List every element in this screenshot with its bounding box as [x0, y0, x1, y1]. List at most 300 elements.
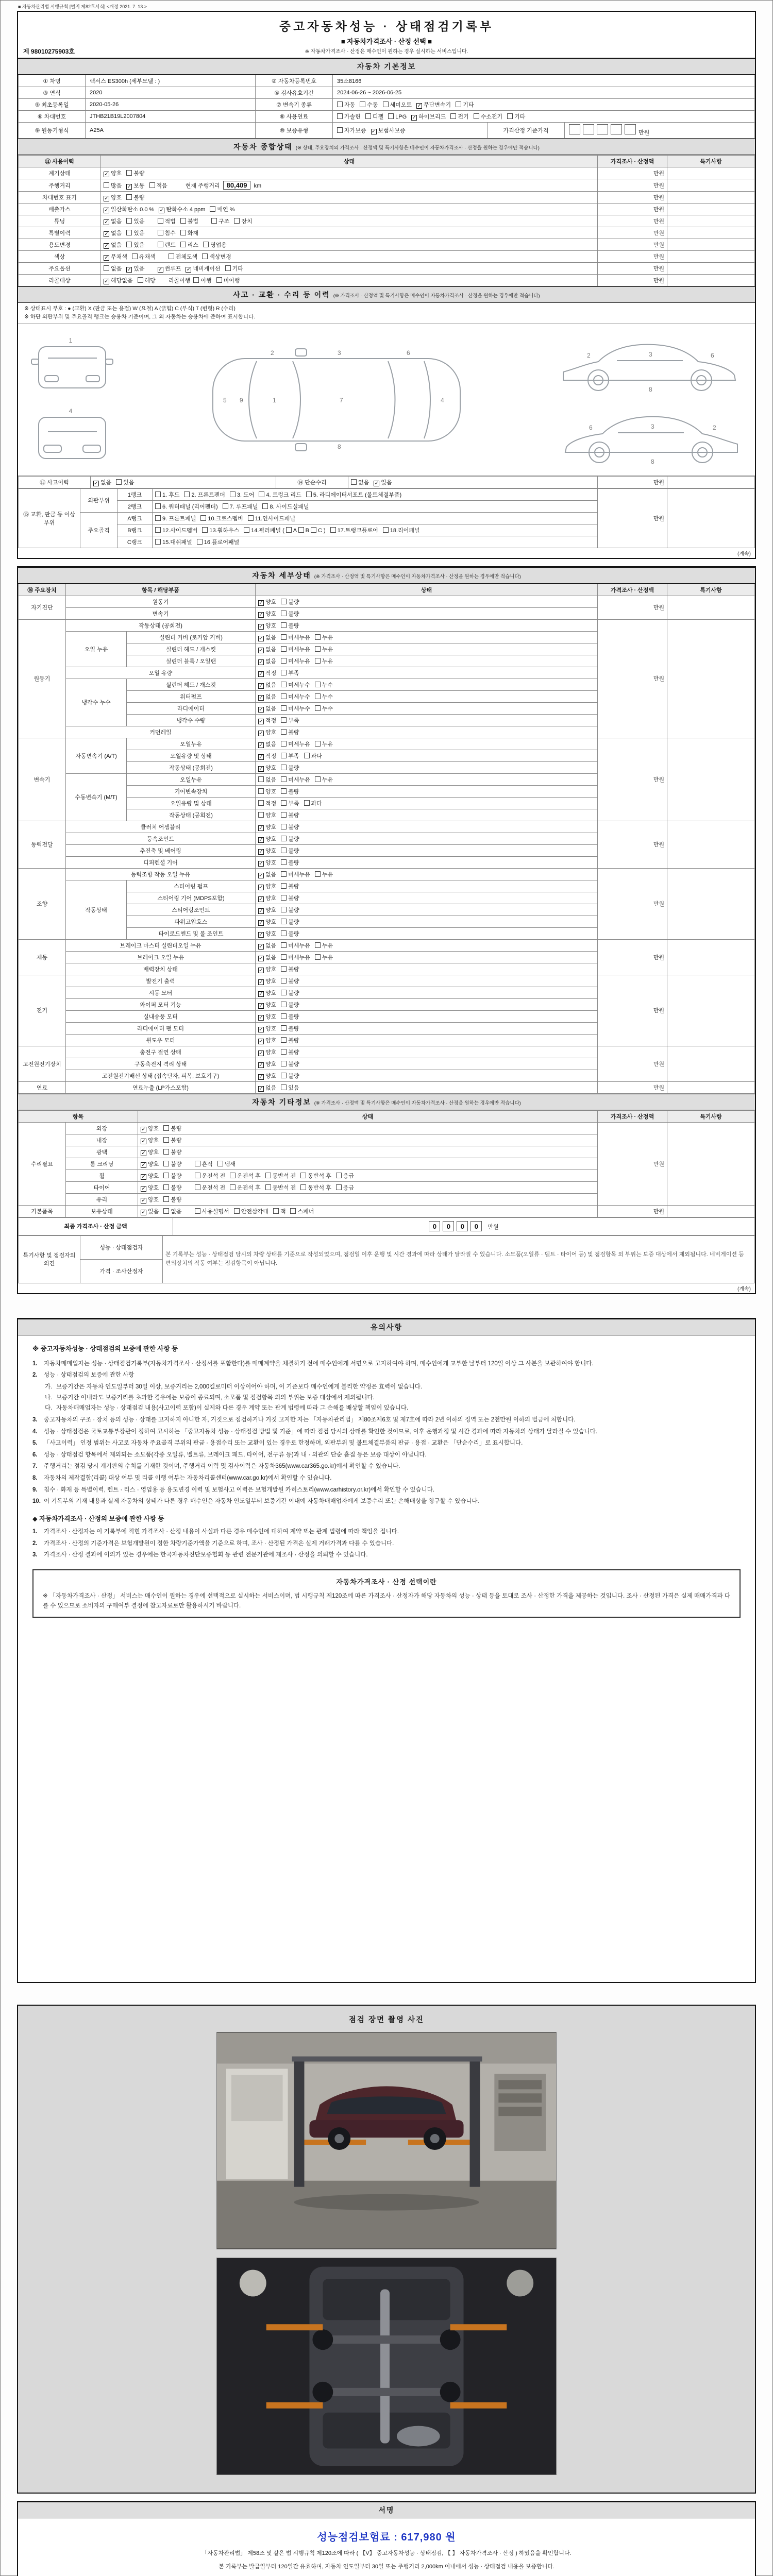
checkbox-icon[interactable]	[281, 741, 287, 747]
option[interactable]: 렌트	[158, 241, 176, 249]
option[interactable]: 디젤	[365, 112, 383, 121]
option[interactable]: 불량	[163, 1160, 181, 1168]
option[interactable]: 불량	[281, 598, 299, 606]
option[interactable]: 자가보증	[337, 126, 366, 134]
checkbox-icon[interactable]	[281, 693, 287, 699]
checkbox-icon[interactable]	[225, 265, 231, 271]
checkbox-icon[interactable]	[281, 717, 287, 723]
option[interactable]: ✓ 양호	[141, 1137, 159, 1144]
checkbox-icon[interactable]	[281, 848, 287, 853]
option[interactable]: ✓ 없음	[259, 705, 277, 713]
checkbox-icon[interactable]	[337, 113, 343, 119]
checkbox-icon[interactable]	[155, 539, 161, 545]
option[interactable]: ✓ 적정	[259, 753, 277, 760]
option[interactable]: 9. 프론트패널	[155, 514, 196, 522]
checkbox-icon[interactable]	[281, 658, 287, 664]
checkbox-icon[interactable]	[281, 919, 287, 924]
option[interactable]: 운전석 후	[230, 1172, 261, 1180]
checkbox-icon[interactable]	[281, 788, 287, 794]
checkbox-icon[interactable]	[202, 253, 208, 259]
checkbox-icon[interactable]	[281, 753, 287, 758]
checkbox-icon[interactable]	[211, 218, 217, 224]
checkbox-icon[interactable]: ✓	[259, 730, 263, 736]
option[interactable]: 있음	[116, 478, 134, 486]
checkbox-icon[interactable]: ✓	[104, 279, 109, 284]
checkbox-icon[interactable]: ✓	[259, 991, 263, 997]
checkbox-icon[interactable]	[281, 646, 287, 652]
checkbox-icon[interactable]: ✓	[259, 967, 263, 973]
option[interactable]: 불량	[281, 811, 299, 819]
option[interactable]: ✓ 양호	[259, 599, 277, 606]
option[interactable]: 동반석 후	[300, 1172, 331, 1180]
option[interactable]: ✓ 양호	[259, 611, 277, 618]
checkbox-icon[interactable]	[126, 218, 132, 224]
option[interactable]: 운전석 전	[195, 1183, 226, 1192]
checkbox-icon[interactable]: ✓	[259, 1026, 263, 1032]
option[interactable]: 불량	[163, 1195, 181, 1204]
option[interactable]: ✓ 해당없음	[104, 278, 133, 284]
checkbox-icon[interactable]	[259, 492, 264, 497]
option[interactable]: 누유	[315, 941, 333, 950]
checkbox-icon[interactable]	[281, 1025, 287, 1031]
option[interactable]: 해당	[138, 276, 156, 284]
option[interactable]: ✓ 양호	[259, 919, 277, 926]
checkbox-icon[interactable]	[507, 113, 513, 119]
option[interactable]: 16.플로어패널	[197, 538, 239, 546]
checkbox-icon[interactable]: ✓	[259, 1038, 263, 1044]
option[interactable]: 누수	[315, 704, 333, 713]
checkbox-icon[interactable]	[180, 230, 186, 235]
checkbox-icon[interactable]	[197, 539, 203, 545]
checkbox-icon[interactable]: ✓	[259, 647, 263, 653]
option[interactable]: 부족	[281, 669, 299, 677]
option[interactable]: 미세누유	[281, 657, 310, 665]
option[interactable]: 불량	[281, 977, 299, 985]
option[interactable]: 리스	[180, 241, 198, 249]
checkbox-icon[interactable]: ✓	[104, 255, 109, 261]
option[interactable]: 14.필러패널 ( A B C )	[244, 526, 325, 534]
option[interactable]: ✓ 양호	[259, 930, 277, 938]
checkbox-icon[interactable]: ✓	[104, 219, 109, 225]
option[interactable]: 5. 라디에이터서포트 (볼트체결부품)	[306, 490, 401, 499]
option[interactable]: 불량	[281, 1060, 299, 1068]
option[interactable]: ✓ 양호	[104, 195, 122, 201]
checkbox-icon[interactable]	[281, 978, 287, 984]
checkbox-icon[interactable]: ✓	[259, 884, 263, 890]
checkbox-icon[interactable]	[330, 527, 336, 533]
checkbox-icon[interactable]	[195, 1173, 200, 1178]
checkbox-icon[interactable]: ✓	[259, 1014, 263, 1021]
option[interactable]: 11.인사이드패널	[248, 514, 295, 522]
checkbox-icon[interactable]	[281, 1073, 287, 1078]
checkbox-icon[interactable]: ✓	[259, 872, 263, 878]
checkbox-icon[interactable]: ✓	[259, 825, 263, 831]
checkbox-icon[interactable]	[180, 218, 186, 224]
option[interactable]: 불량	[281, 1036, 299, 1044]
option[interactable]: 없음	[351, 478, 369, 486]
checkbox-icon[interactable]	[281, 1084, 287, 1090]
checkbox-icon[interactable]	[336, 1184, 342, 1190]
checkbox-icon[interactable]: ✓	[259, 943, 263, 950]
option[interactable]: ✓ 양호	[259, 1061, 277, 1068]
option[interactable]: ✓ 없음	[259, 1084, 277, 1092]
option[interactable]: ✓ 무단변속기	[417, 102, 451, 109]
option[interactable]: 미세누수	[281, 681, 310, 689]
checkbox-icon[interactable]	[383, 527, 389, 533]
option[interactable]: 불량	[163, 1183, 181, 1192]
checkbox-icon[interactable]	[315, 741, 321, 747]
checkbox-icon[interactable]: ✓	[259, 920, 263, 926]
option[interactable]: 색상변경	[202, 252, 231, 261]
option[interactable]: ✓ 양호	[141, 1161, 159, 1168]
option[interactable]: 누유	[315, 775, 333, 784]
option[interactable]: 6. 쿼터패널 (리어펜더)	[155, 502, 218, 511]
checkbox-icon[interactable]	[281, 765, 287, 770]
option[interactable]: 적음	[149, 181, 167, 190]
checkbox-icon[interactable]	[195, 1161, 200, 1166]
option[interactable]: ✓ 양호	[259, 729, 277, 736]
checkbox-icon[interactable]	[217, 1161, 223, 1166]
option[interactable]: 구조	[211, 217, 229, 225]
option[interactable]: ✓ 없음	[259, 942, 277, 950]
checkbox-icon[interactable]: ✓	[141, 1162, 146, 1168]
option[interactable]: ✓ 양호	[141, 1149, 159, 1156]
checkbox-icon[interactable]	[158, 230, 163, 235]
option[interactable]: 불량	[281, 1024, 299, 1032]
option[interactable]: 가솔린	[337, 112, 361, 121]
checkbox-icon[interactable]	[149, 182, 155, 188]
checkbox-icon[interactable]: ✓	[104, 243, 109, 249]
checkbox-icon[interactable]: ✓	[259, 1050, 263, 1056]
checkbox-icon[interactable]: ✓	[104, 208, 109, 213]
checkbox-icon[interactable]	[126, 242, 132, 247]
option[interactable]: ✓ 없음	[259, 871, 277, 878]
checkbox-icon[interactable]	[163, 1149, 169, 1155]
checkbox-icon[interactable]: ✓	[141, 1197, 146, 1204]
option[interactable]: 누유	[315, 870, 333, 878]
option[interactable]: ✓ 양호	[141, 1125, 159, 1132]
option[interactable]: ✓ 양호	[104, 171, 122, 177]
option[interactable]: ✓ 썬루프	[158, 266, 181, 273]
option[interactable]: ✓ 없음	[259, 682, 277, 689]
checkbox-icon[interactable]	[281, 670, 287, 675]
option[interactable]: ✓ 양호	[259, 859, 277, 867]
checkbox-icon[interactable]	[281, 824, 287, 829]
checkbox-icon[interactable]: ✓	[259, 600, 263, 606]
option[interactable]: ✓ 보통	[127, 183, 145, 190]
checkbox-icon[interactable]: ✓	[159, 208, 164, 213]
checkbox-icon[interactable]	[163, 1196, 169, 1202]
option[interactable]: ✓ 양호	[259, 883, 277, 890]
checkbox-icon[interactable]	[203, 242, 209, 247]
option[interactable]: ✓ 양호	[141, 1184, 159, 1192]
option[interactable]: ✓ 양호	[259, 1002, 277, 1009]
checkbox-icon[interactable]	[230, 492, 236, 497]
option[interactable]: 13.휠하우스	[202, 526, 239, 534]
option[interactable]: 있음	[281, 1083, 299, 1092]
checkbox-icon[interactable]	[336, 1173, 342, 1178]
checkbox-icon[interactable]	[195, 1184, 200, 1190]
option[interactable]: 과다	[304, 752, 322, 760]
option[interactable]: 적법	[158, 217, 176, 225]
checkbox-icon[interactable]	[474, 113, 479, 119]
checkbox-icon[interactable]	[281, 622, 287, 628]
option[interactable]: 4. 트렁크 리드	[259, 490, 301, 499]
checkbox-icon[interactable]	[281, 812, 287, 818]
checkbox-icon[interactable]	[281, 729, 287, 735]
checkbox-icon[interactable]	[281, 1013, 287, 1019]
option[interactable]: 화재	[180, 229, 198, 237]
checkbox-icon[interactable]	[155, 527, 161, 533]
option[interactable]: 불량	[281, 1012, 299, 1021]
option[interactable]: 기타	[456, 100, 474, 109]
checkbox-icon[interactable]: ✓	[259, 860, 263, 867]
checkbox-icon[interactable]	[281, 634, 287, 640]
checkbox-icon[interactable]: ✓	[259, 849, 263, 855]
option[interactable]: ✓ 없음	[259, 741, 277, 748]
option[interactable]: 없음	[258, 775, 276, 784]
checkbox-icon[interactable]: ✓	[259, 766, 263, 772]
checkbox-icon[interactable]: ✓	[259, 671, 263, 677]
option[interactable]: 동반석 전	[265, 1183, 296, 1192]
option[interactable]: 안전삼각대	[234, 1207, 268, 1215]
checkbox-icon[interactable]	[315, 705, 321, 711]
checkbox-icon[interactable]	[281, 800, 287, 806]
checkbox-icon[interactable]: ✓	[141, 1185, 146, 1192]
checkbox-icon[interactable]	[195, 1208, 200, 1214]
option[interactable]: 미세누유	[281, 941, 310, 950]
option[interactable]: ✓ 양호	[259, 1025, 277, 1032]
option[interactable]: ✓ 양호	[259, 966, 277, 973]
option[interactable]: ✓ 양호	[259, 1073, 277, 1080]
option[interactable]: ✓ 없음	[259, 646, 277, 653]
option[interactable]: 불량	[281, 609, 299, 618]
option[interactable]: 불량	[281, 918, 299, 926]
checkbox-icon[interactable]	[202, 527, 208, 533]
option[interactable]: 불량	[281, 764, 299, 772]
checkbox-icon[interactable]	[163, 1137, 169, 1143]
checkbox-icon[interactable]	[360, 101, 365, 107]
option[interactable]: 운전석 후	[230, 1183, 261, 1192]
checkbox-icon[interactable]: ✓	[412, 115, 416, 121]
checkbox-icon[interactable]: ✓	[259, 754, 263, 760]
checkbox-icon[interactable]	[315, 658, 321, 664]
checkbox-icon[interactable]	[281, 836, 287, 841]
option[interactable]: ✓ 양호	[259, 990, 277, 997]
option[interactable]: 미세누유	[281, 633, 310, 641]
option[interactable]: 과다	[304, 799, 322, 807]
option[interactable]: ✓ 보험사보증	[371, 128, 406, 134]
checkbox-icon[interactable]: ✓	[259, 635, 263, 641]
option[interactable]: 기타	[225, 264, 243, 273]
option[interactable]: 불량	[163, 1172, 181, 1180]
checkbox-icon[interactable]	[163, 1173, 169, 1178]
checkbox-icon[interactable]: ✓	[141, 1209, 146, 1215]
checkbox-icon[interactable]	[450, 113, 456, 119]
option[interactable]: 불량	[281, 1001, 299, 1009]
checkbox-icon[interactable]: ✓	[259, 979, 263, 985]
checkbox-icon[interactable]: ✓	[259, 742, 263, 748]
option[interactable]: ✓ 적정	[259, 717, 277, 724]
option[interactable]: 불량	[281, 989, 299, 997]
checkbox-icon[interactable]: ✓	[259, 612, 263, 618]
option[interactable]: ✓ 양호	[141, 1173, 159, 1180]
option[interactable]: 스패너	[290, 1207, 314, 1215]
option[interactable]: 불량	[281, 621, 299, 630]
checkbox-icon[interactable]	[281, 930, 287, 936]
checkbox-icon[interactable]	[337, 127, 343, 133]
option[interactable]: 영업용	[203, 241, 227, 249]
option[interactable]: 있음	[126, 229, 144, 237]
option[interactable]: 누수	[315, 692, 333, 701]
option[interactable]: ✓ 있음	[141, 1208, 159, 1215]
checkbox-icon[interactable]	[281, 611, 287, 616]
checkbox-icon[interactable]: ✓	[259, 837, 263, 843]
option[interactable]: 불량	[281, 965, 299, 973]
checkbox-icon[interactable]	[104, 265, 109, 271]
option[interactable]: 불량	[281, 823, 299, 831]
checkbox-icon[interactable]	[281, 942, 287, 948]
option[interactable]: 유채색	[132, 252, 156, 261]
checkbox-icon[interactable]	[163, 1125, 169, 1131]
option[interactable]: 적정	[258, 799, 276, 807]
option[interactable]: 불량	[281, 906, 299, 914]
checkbox-icon[interactable]: ✓	[141, 1174, 146, 1180]
option[interactable]: 불량	[281, 858, 299, 867]
option[interactable]: 15.대쉬패널	[155, 538, 192, 546]
checkbox-icon[interactable]	[281, 1061, 287, 1066]
checkbox-icon[interactable]	[230, 1173, 236, 1178]
checkbox-icon[interactable]	[265, 1173, 271, 1178]
checkbox-icon[interactable]	[281, 859, 287, 865]
checkbox-icon[interactable]	[184, 492, 190, 497]
option[interactable]: ✓ 없음	[259, 693, 277, 701]
option[interactable]: ✓ 적정	[259, 670, 277, 677]
checkbox-icon[interactable]	[281, 682, 287, 687]
checkbox-icon[interactable]	[315, 871, 321, 877]
option[interactable]: 불량	[126, 193, 144, 201]
option[interactable]: 불법	[180, 217, 198, 225]
option[interactable]: 불량	[281, 728, 299, 736]
option[interactable]: ✓ 양호	[259, 1049, 277, 1056]
option[interactable]: ✓ 양호	[259, 1037, 277, 1044]
option[interactable]: 이행	[193, 276, 211, 284]
option[interactable]: 전체도색	[169, 252, 198, 261]
checkbox-icon[interactable]: ✓	[259, 1086, 263, 1092]
checkbox-icon[interactable]	[281, 1002, 287, 1007]
checkbox-icon[interactable]	[315, 776, 321, 782]
option[interactable]: 장치	[234, 217, 252, 225]
checkbox-icon[interactable]	[163, 1208, 169, 1214]
option[interactable]: ✓ 없음	[94, 479, 112, 486]
option[interactable]: 흔적	[195, 1160, 213, 1168]
option[interactable]: 10.크로스멤버	[200, 514, 243, 522]
checkbox-icon[interactable]	[281, 954, 287, 960]
checkbox-icon[interactable]: ✓	[374, 480, 379, 486]
checkbox-icon[interactable]	[116, 479, 122, 485]
checkbox-icon[interactable]	[281, 990, 287, 995]
checkbox-icon[interactable]: ✓	[259, 1074, 263, 1080]
option[interactable]: 8. 사이드실패널	[262, 502, 309, 511]
option[interactable]: 불량	[281, 1072, 299, 1080]
option[interactable]: 불량	[281, 835, 299, 843]
checkbox-icon[interactable]	[200, 515, 206, 521]
checkbox-icon[interactable]: ✓	[158, 267, 163, 273]
option[interactable]: 불량	[281, 846, 299, 855]
option[interactable]: 3. 도어	[230, 490, 254, 499]
checkbox-icon[interactable]: ✓	[104, 172, 109, 177]
option[interactable]: 불량	[281, 787, 299, 795]
option[interactable]: ✓ 네비게이션	[186, 266, 221, 273]
checkbox-icon[interactable]	[304, 753, 310, 758]
checkbox-icon[interactable]: ✓	[127, 184, 131, 190]
checkbox-icon[interactable]	[230, 1184, 236, 1190]
checkbox-icon[interactable]	[281, 871, 287, 877]
checkbox-icon[interactable]	[265, 1184, 271, 1190]
checkbox-icon[interactable]	[169, 253, 174, 259]
option[interactable]: 부족	[281, 799, 299, 807]
checkbox-icon[interactable]	[258, 800, 264, 806]
checkbox-icon[interactable]	[158, 242, 163, 247]
option[interactable]: 잭	[273, 1207, 286, 1215]
option[interactable]: 미세누유	[281, 740, 310, 748]
option[interactable]: 불량	[163, 1136, 181, 1144]
option[interactable]: 냄새	[217, 1160, 236, 1168]
option[interactable]: 누유	[315, 633, 333, 641]
checkbox-icon[interactable]	[281, 883, 287, 889]
option[interactable]: ✓ 양호	[141, 1196, 159, 1204]
option[interactable]: 부족	[281, 716, 299, 724]
option[interactable]: 누유	[315, 657, 333, 665]
checkbox-icon[interactable]: ✓	[104, 196, 109, 201]
option[interactable]: 매연 %	[210, 205, 234, 213]
option[interactable]: 불량	[163, 1124, 181, 1132]
option[interactable]: 1. 후드	[155, 490, 179, 499]
checkbox-icon[interactable]: ✓	[127, 267, 131, 273]
checkbox-icon[interactable]: ✓	[417, 103, 422, 109]
checkbox-icon[interactable]	[281, 776, 287, 782]
checkbox-icon[interactable]	[262, 503, 268, 509]
option[interactable]: 운전석 전	[195, 1172, 226, 1180]
option[interactable]: LPG	[388, 113, 407, 120]
checkbox-icon[interactable]	[234, 1208, 240, 1214]
option[interactable]: 18.리어패널	[383, 526, 420, 534]
checkbox-icon[interactable]	[315, 942, 321, 948]
option[interactable]: ✓ 양호	[259, 907, 277, 914]
option[interactable]: 미세누유	[281, 775, 310, 784]
option[interactable]: 미세누수	[281, 704, 310, 713]
checkbox-icon[interactable]	[290, 1208, 296, 1214]
checkbox-icon[interactable]: ✓	[104, 231, 109, 237]
checkbox-icon[interactable]: ✓	[259, 694, 263, 701]
option[interactable]: 자동	[337, 100, 355, 109]
option[interactable]: ✓ 없음	[104, 218, 122, 225]
option[interactable]: 미세누유	[281, 953, 310, 961]
option[interactable]: ✓ 양호	[259, 1013, 277, 1021]
checkbox-icon[interactable]	[315, 682, 321, 687]
option[interactable]: ✓ 탄화수소 4 ppm	[159, 207, 206, 213]
option[interactable]: 2. 프론트펜더	[184, 490, 225, 499]
option[interactable]: 수동	[360, 100, 378, 109]
option[interactable]: 응급	[336, 1172, 354, 1180]
checkbox-icon[interactable]	[304, 800, 310, 806]
checkbox-icon[interactable]	[315, 646, 321, 652]
checkbox-icon[interactable]	[244, 527, 249, 533]
option[interactable]: ✓ 없음	[104, 242, 122, 249]
checkbox-icon[interactable]: ✓	[259, 623, 263, 630]
option[interactable]: 없음	[163, 1207, 181, 1215]
checkbox-icon[interactable]	[311, 527, 316, 533]
